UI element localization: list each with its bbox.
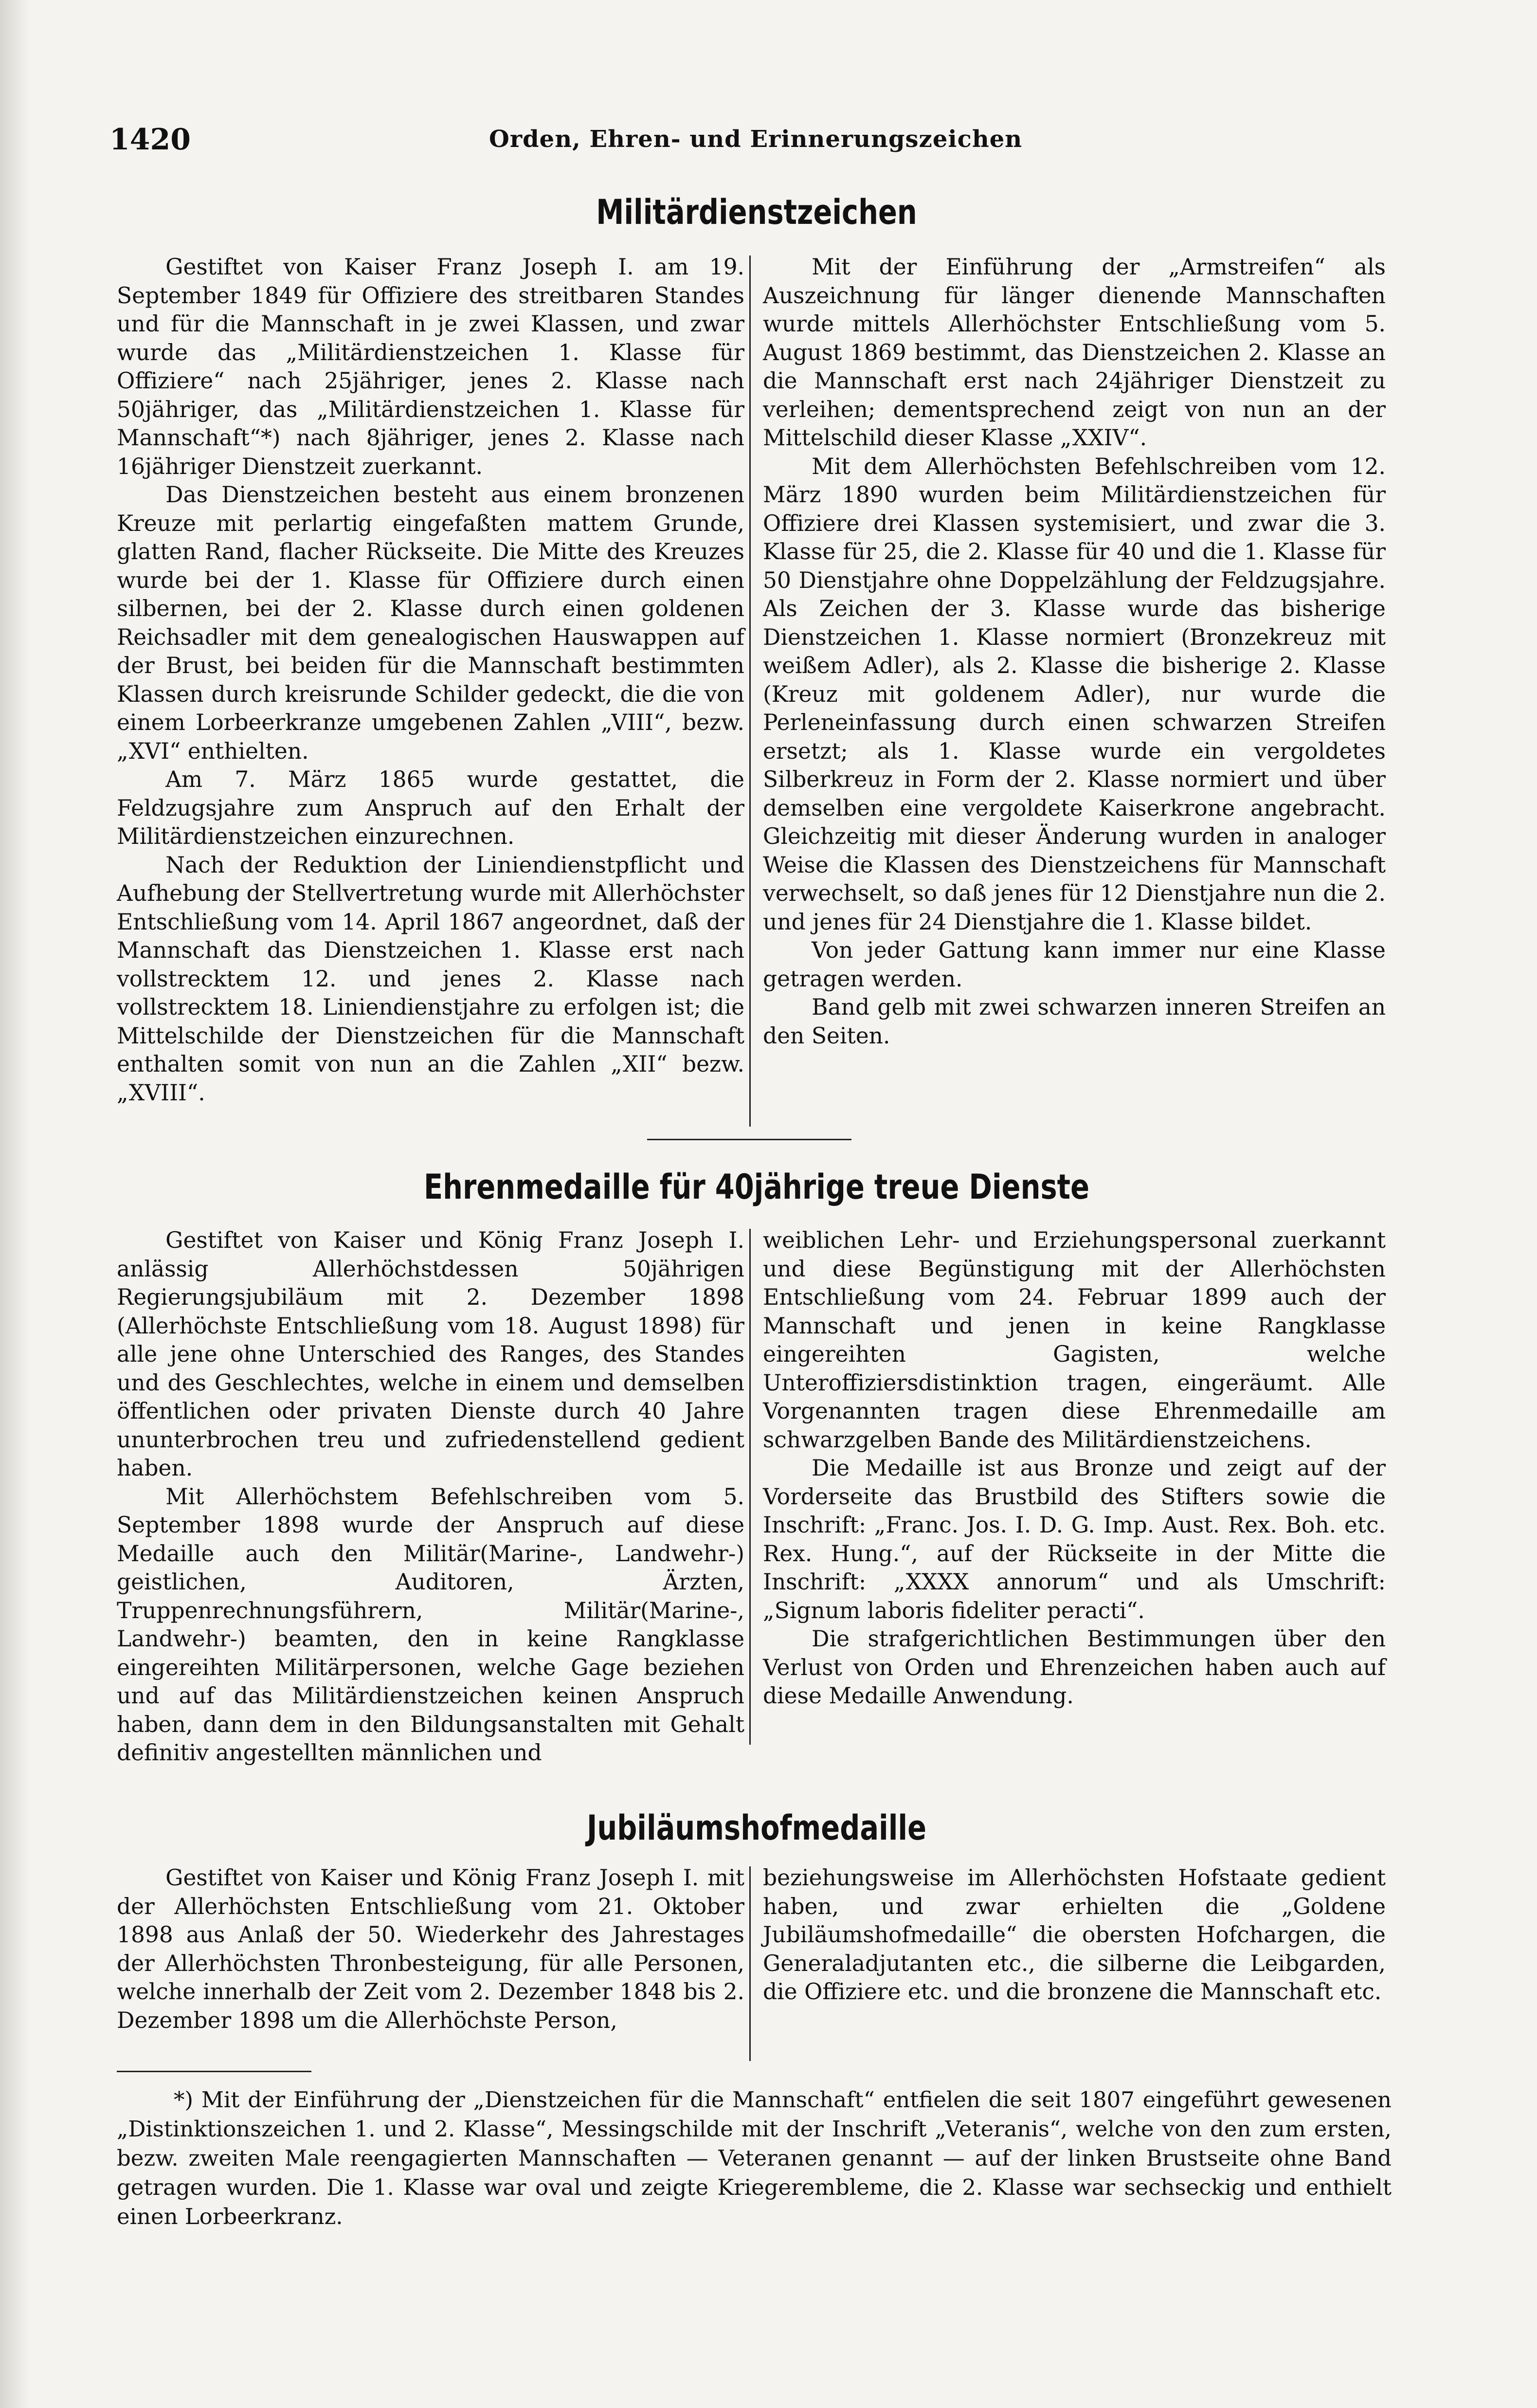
column-divider xyxy=(749,255,751,1127)
paragraph: Von jeder Gattung kann immer nur eine Klasse getragen werden. xyxy=(763,937,1386,992)
paragraph: Die Medaille ist aus Bronze und zeigt auf der Vorderseite das Brustbild des Stifters sowie die Inschrift: „Franc. Jos. I. D. G. Imp. Aust. Rex. Boh. etc. Rex. Hung.“, auf der Rückseite in der Mitte die Inschrift: „XXXX annorum“ und als Umschrift: „Signum laboris fideliter peracti“. xyxy=(763,1455,1386,1624)
paragraph: Das Dienstzeichen besteht aus einem bronzenen Kreuze mit perlartig eingefaßten mattem Grunde, glatten Rand, flacher Rückseite. Die Mitte des Kreuzes wurde bei der 1. Klasse für Offiziere durch einen silbernen, bei der 2. Klasse durch einen goldenen Reichsadler mit dem genealogischen Hauswappen auf der Brust, bei beiden für die Mannschaft bestimmten Klassen durch kreisrunde Schilder gedeckt, die die von einem Lorbeerkranze umgebenen Zahlen „VIII“, bezw. „XVI“ enthielten. xyxy=(117,482,744,764)
section-title-jubilaeumshofmedaille: Jubiläumshofmedaille xyxy=(586,1808,927,1848)
paragraph: Mit dem Allerhöchsten Befehlschreiben vom 12. März 1890 wurden beim Militärdienstzeichen für Offiziere drei Klassen systemisiert, und zwar die 3. Klasse für 25, die 2. Klasse für 40 und die 1. Klasse für 50 Dienstjahre ohne Doppelzählung der Feldzugsjahre. Als Zeichen der 3. Klasse wurde das bisherige Dienstzeichen 1. Klasse normiert (Bronzekreuz mit weißem Adler), als 2. Klasse die bisherige 2. Klasse (Kreuz mit goldenem Adler), nur wurde die Perleneinfassung durch einen schwarzen Streifen ersetzt; als 1. Klasse wurde ein vergoldetes Silberkreuz in Form der 2. Klasse normiert und über demselben eine vergoldete Kaiserkrone angebracht. Gleichzeitig mit dieser Änderung wurden in analoger Weise die Klassen des Dienstzeichens für Mannschaft verwechselt, so daß jenes für 12 Dienstjahre nun die 2. und jenes für 24 Dienstjahre die 1. Klasse bildet. xyxy=(763,453,1386,935)
footnote xyxy=(117,2085,1392,2231)
page-number: 1420 xyxy=(109,123,191,157)
page-header xyxy=(109,123,1404,162)
paragraph: Am 7. März 1865 wurde gestattet, die Feldzugsjahre zum Anspruch auf den Erhalt der Militärdienstzeichen einzurechnen. xyxy=(117,766,744,849)
section-title-ehrenmedaille: Ehrenmedaille für 40jährige treue Dienste xyxy=(423,1167,1090,1207)
section-1-left-column xyxy=(117,253,744,1107)
section-2-left-column xyxy=(117,1226,744,1768)
footnote-separator xyxy=(117,2071,311,2072)
section-3-left-column xyxy=(117,1864,744,2035)
paragraph: Die strafgerichtlichen Bestimmungen über den Verlust von Orden und Ehrenzeichen haben auch auf diese Medaille Anwendung. xyxy=(763,1626,1386,1709)
paragraph: Band gelb mit zwei schwarzen inneren Streifen an den Seiten. xyxy=(763,994,1386,1049)
paragraph: Mit Allerhöchstem Befehlschreiben vom 5. September 1898 wurde der Anspruch auf diese Medaille auch den Militär(Marine-, Landwehr-) geistlichen, Auditoren, Ärzten, Truppenrechnungsführern, Militär(Marine-, Landwehr-) beamten, den in keine Rangklasse eingereihten Militärpersonen, welche Gage beziehen und auf das Militärdienstzeichen keinen Anspruch haben, dann dem in den Bildungsanstalten mit Gehalt definitiv angestellten männlichen und xyxy=(117,1483,744,1766)
section-title-militaerdienstzeichen: Militärdienstzeichen xyxy=(596,192,917,232)
section-2-right-column xyxy=(763,1226,1386,1711)
section-3-right-column xyxy=(763,1864,1386,2007)
column-divider xyxy=(749,1229,751,1745)
paragraph: Gestiftet von Kaiser und König Franz Joseph I. mit der Allerhöchsten Entschließung vom 21. Oktober 1898 aus Anlaß der 50. Wiederkehr des Jahrestages der Allerhöchsten Thronbesteigung, für alle Personen, welche innerhalb der Zeit vom 2. Dezember 1848 bis 2. Dezember 1898 um die Allerhöchste Person, xyxy=(117,1865,744,2033)
running-title: Orden, Ehren- und Erinnerungszeichen xyxy=(489,126,1023,153)
section-1-right-column xyxy=(763,253,1386,1050)
page-edge-shadow xyxy=(0,0,29,2408)
paragraph: Nach der Reduktion der Liniendienstpflicht und Aufhebung der Stellvertretung wurde mit Allerhöchster Entschließung vom 14. April 1867 angeordnet, daß der Mannschaft das Dienstzeichen 1. Klasse erst nach vollstrecktem 12. und jenes 2. Klasse nach vollstrecktem 18. Liniendienstjahre zu erfolgen ist; die Mittelschilde der Dienstzeichen für die Mannschaft enthalten somit von nun an die Zahlen „XII“ bezw. „XVIII“. xyxy=(117,852,744,1106)
paragraph: Gestiftet von Kaiser Franz Joseph I. am 19. September 1849 für Offiziere des streitbaren Standes und für die Mannschaft in je zwei Klassen, und zwar wurde das „Militärdienstzeichen 1. Klasse für Offiziere“ nach 25jähriger, jenes 2. Klasse nach 50jähriger, das „Militärdienstzeichen 1. Klasse für Mannschaft“*) nach 8jähriger, jenes 2. Klasse nach 16jähriger Dienstzeit zuerkannt. xyxy=(117,254,744,479)
paragraph: weiblichen Lehr- und Erziehungspersonal zuerkannt und diese Begünstigung mit der Allerhöchsten Entschließung vom 24. Februar 1899 auch der Mannschaft und jenen in keine Rangklasse eingereihten Gagisten, welche Unteroffiziersdistinktion tragen, eingeräumt. Alle Vorgenannten tragen diese Ehrenmedaille am schwarzgelben Bande des Militärdienstzeichens. xyxy=(763,1227,1386,1453)
paragraph: Gestiftet von Kaiser und König Franz Joseph I. anlässig Allerhöchstdessen 50jährigen Regierungsjubiläum mit 2. Dezember 1898 (Allerhöchste Entschließung vom 18. August 1898) für alle jene ohne Unterschied des Ranges, des Standes und des Geschlechtes, welche in einem und demselben öffentlichen oder privaten Dienste durch 40 Jahre ununterbrochen treu und zufriedenstellend gedient haben. xyxy=(117,1227,744,1481)
footnote-text: *) Mit der Einführung der „Dienstzeichen für die Mannschaft“ entfielen die seit 1807 eingeführt gewesenen „Distinktionszeichen 1. und 2. Klasse“, Messingschilde mit der Inschrift „Veteranis“, welche von den zum ersten, bezw. zweiten Male reengagierten Mannschaften — Veteranen genannt — auf der linken Brustseite ohne Band getragen wurden. Die 1. Klasse war oval und zeigte Kriegerembleme, die 2. Klasse war sechseckig und enthielt einen Lorbeerkranz. xyxy=(117,2087,1392,2229)
paragraph: beziehungsweise im Allerhöchsten Hofstaate gedient haben, und zwar erhielten die „Goldene Jubiläumshofmedaille“ die obersten Hofchargen, die Generaladjutanten etc., die silberne die Leibgarden, die Offiziere etc. und die bronzene die Mannschaft etc. xyxy=(763,1865,1386,2005)
paragraph: Mit der Einführung der „Armstreifen“ als Auszeichnung für länger dienende Mannschaften wurde mittels Allerhöchster Entschließung vom 5. August 1869 bestimmt, das Dienstzeichen 2. Klasse an die Mannschaft erst nach 24jähriger Dienstzeit zu verleihen; dementsprechend zeigt von nun an der Mittelschild dieser Klasse „XXIV“. xyxy=(763,254,1386,451)
column-divider xyxy=(749,1866,751,2061)
section-separator xyxy=(647,1139,851,1140)
